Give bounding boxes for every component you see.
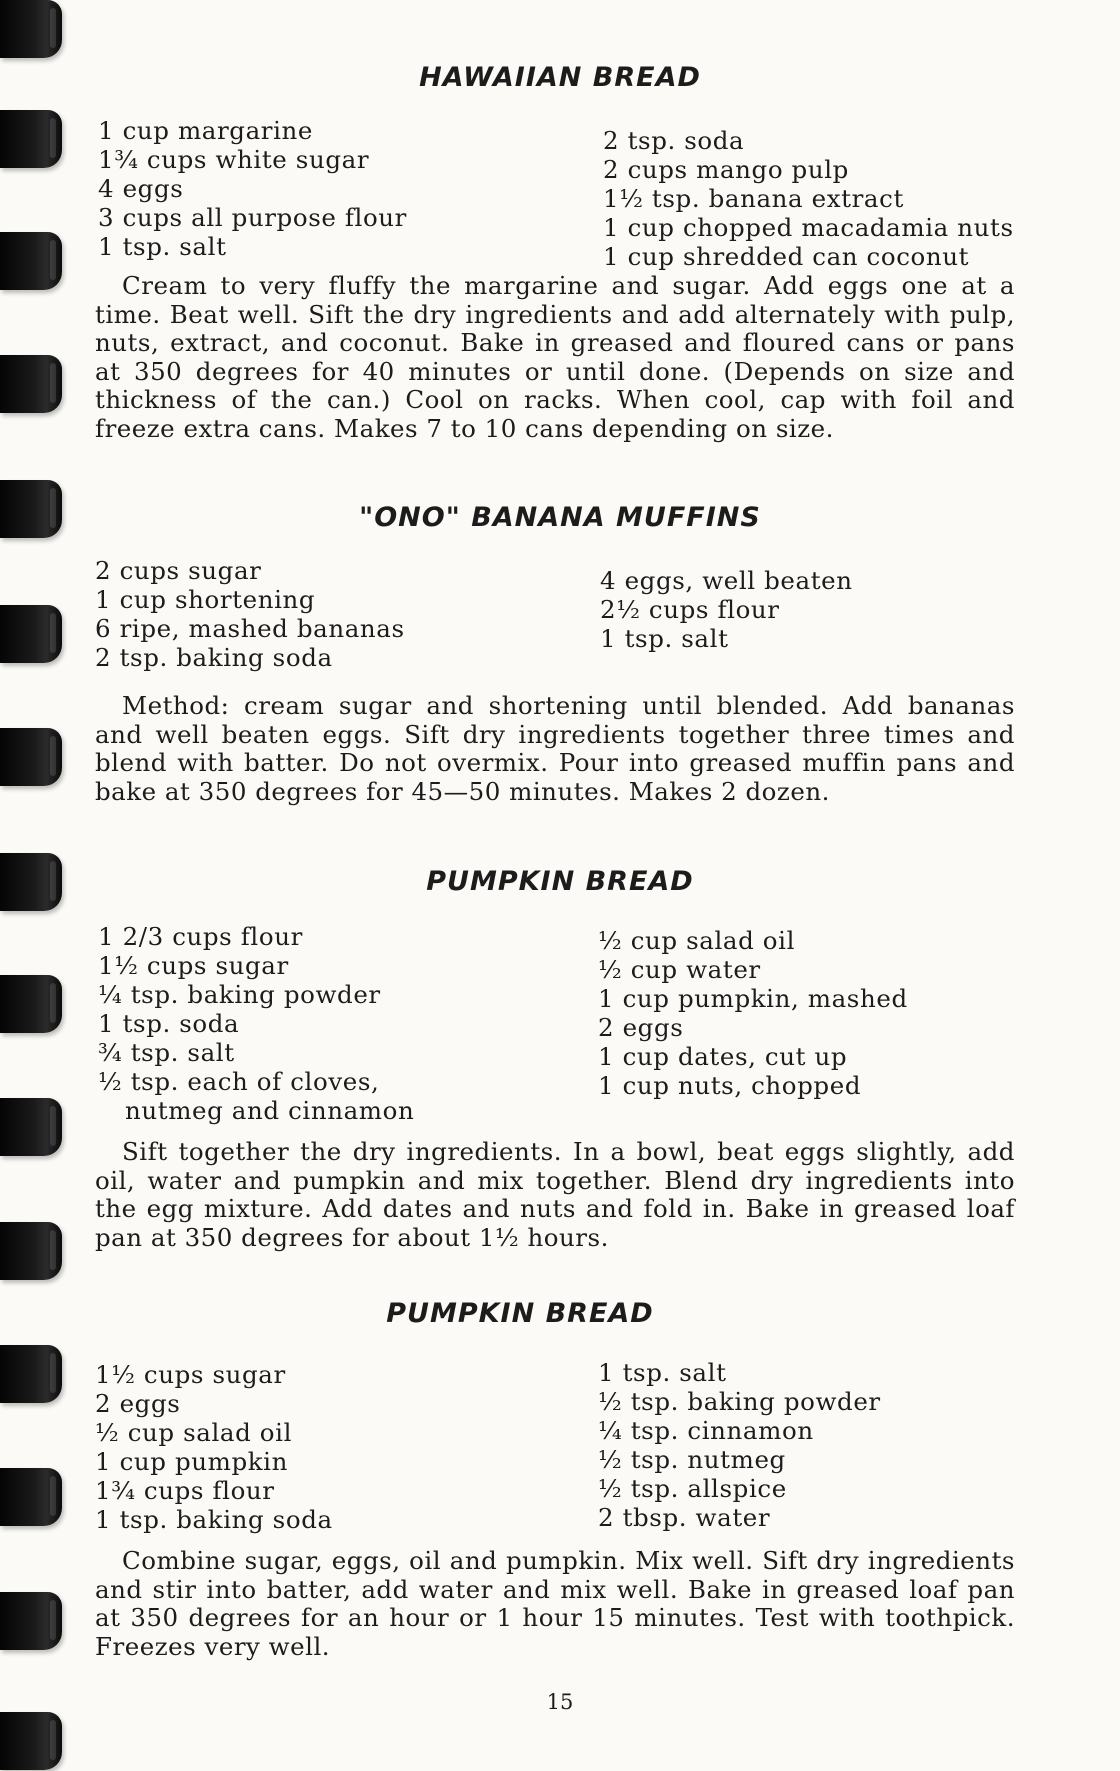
ingredient: 2 eggs: [598, 1013, 684, 1042]
ingredient: 1 tsp. salt: [598, 1358, 727, 1387]
binding-ring: [0, 110, 62, 168]
ingredient: ½ cup salad oil: [598, 926, 796, 955]
binding-ring: [0, 853, 62, 911]
ingredient: 1½ cups sugar: [95, 1360, 286, 1389]
ingredient: ½ cup water: [598, 955, 761, 984]
ingredient: 1½ cups sugar: [98, 951, 289, 980]
ingredient: 1 tsp. soda: [98, 1009, 240, 1038]
ingredient: nutmeg and cinnamon: [125, 1096, 415, 1125]
recipe-title: HAWAIIAN BREAD: [419, 62, 701, 93]
ingredient: ½ tsp. nutmeg: [598, 1445, 786, 1474]
binding-ring: [0, 975, 62, 1033]
binding-ring: [0, 480, 62, 538]
ingredients-left: [95, 1360, 333, 1534]
ingredient: ½ tsp. allspice: [598, 1474, 787, 1503]
ingredient: 1¾ cups flour: [95, 1476, 275, 1505]
ingredient: 1 tsp. baking soda: [95, 1505, 333, 1534]
ingredients-right: [600, 566, 853, 653]
recipe-method: Combine sugar, eggs, oil and pumpkin. Mix well. Sift dry ingredients and stir into batter, add water and mix well. Bake in greased loaf pan at 350 degrees for an hour or 1 hour 15 minutes. Test with toothpick. Freezes very well.: [95, 1546, 1015, 1661]
page-number: 15: [546, 1690, 574, 1714]
ingredient: 1 cup nuts, chopped: [598, 1071, 862, 1100]
recipe-method: Method: cream sugar and shortening until blended. Add bananas and well beaten eggs. Sift dry ingredients together three times and blend with batter. Do not overmix. Pour into greased muffin pans and bake at 350 degrees for 45—50 minutes. Makes 2 dozen.: [95, 691, 1015, 806]
ingredients-left: [98, 922, 414, 1125]
ingredient: 2½ cups flour: [600, 595, 780, 624]
ingredient: ½ cup salad oil: [95, 1418, 293, 1447]
binding-ring: [0, 1712, 62, 1770]
ingredients-right: [598, 926, 908, 1100]
ingredient: 1 cup shortening: [95, 585, 316, 614]
ingredient: 4 eggs, well beaten: [600, 566, 853, 595]
ingredient: 2 tbsp. water: [598, 1503, 771, 1532]
ingredients-right: [603, 126, 1014, 271]
ingredient: ¼ tsp. baking powder: [98, 980, 381, 1009]
ingredient: 3 cups all purpose flour: [98, 203, 407, 232]
spiral-binding: [0, 0, 70, 1771]
ingredients-right: [598, 1358, 881, 1532]
binding-ring: [0, 1098, 62, 1156]
ingredient: 2 tsp. baking soda: [95, 643, 333, 672]
ingredient: 6 ripe, mashed bananas: [95, 614, 405, 643]
ingredient: 1 cup shredded can coconut: [603, 242, 970, 271]
ingredient: 1½ tsp. banana extract: [603, 184, 904, 213]
ingredient: 2 eggs: [95, 1389, 181, 1418]
ingredient: 2 cups sugar: [95, 556, 262, 585]
ingredient: ¼ tsp. cinnamon: [598, 1416, 814, 1445]
recipe-title: "ONO" BANANA MUFFINS: [359, 502, 761, 533]
recipe-title: PUMPKIN BREAD: [426, 866, 694, 897]
ingredient: ¾ tsp. salt: [98, 1038, 235, 1067]
ingredient: 1 cup margarine: [98, 116, 314, 145]
ingredient: 1 cup dates, cut up: [598, 1042, 848, 1071]
ingredient: 4 eggs: [98, 174, 184, 203]
binding-ring: [0, 1592, 62, 1650]
ingredient: 2 tsp. soda: [603, 126, 745, 155]
ingredient: 1 cup pumpkin: [95, 1447, 288, 1476]
binding-ring: [0, 232, 62, 290]
recipe-method: Cream to very fluffy the margarine and sugar. Add eggs one at a time. Beat well. Sift the dry ingredients and add alternately with pulp, nuts, extract, and coconut. Bake in greased and floured cans or pans at 350 degrees for 40 minutes or until done. (Depends on size and thickness of the can.) Cool on racks. When cool, cap with foil and freeze extra cans. Makes 7 to 10 cans depending on size.: [95, 271, 1015, 443]
binding-ring: [0, 728, 62, 786]
ingredients-left: [95, 556, 405, 672]
ingredient: 1 tsp. salt: [98, 232, 227, 261]
binding-ring: [0, 1222, 62, 1280]
ingredient: 2 cups mango pulp: [603, 155, 849, 184]
binding-ring: [0, 1345, 62, 1403]
ingredient: 1 tsp. salt: [600, 624, 729, 653]
recipe-method: Sift together the dry ingredients. In a bowl, beat eggs slightly, add oil, water and pumpkin and mix together. Blend dry ingredients into the egg mixture. Add dates and nuts and fold in. Bake in greased loaf pan at 350 degrees for about 1½ hours.: [95, 1137, 1015, 1252]
ingredient: ½ tsp. each of cloves,: [98, 1067, 380, 1096]
binding-ring: [0, 0, 62, 58]
ingredient: 1¾ cups white sugar: [98, 145, 370, 174]
ingredient: 1 cup chopped macadamia nuts: [603, 213, 1014, 242]
binding-ring: [0, 605, 62, 663]
binding-ring: [0, 1468, 62, 1526]
ingredient: ½ tsp. baking powder: [598, 1387, 881, 1416]
recipe-title: PUMPKIN BREAD: [386, 1298, 654, 1329]
ingredient: 1 cup pumpkin, mashed: [598, 984, 908, 1013]
ingredient: 1 2/3 cups flour: [98, 922, 303, 951]
ingredients-left: [98, 116, 407, 261]
binding-ring: [0, 355, 62, 413]
